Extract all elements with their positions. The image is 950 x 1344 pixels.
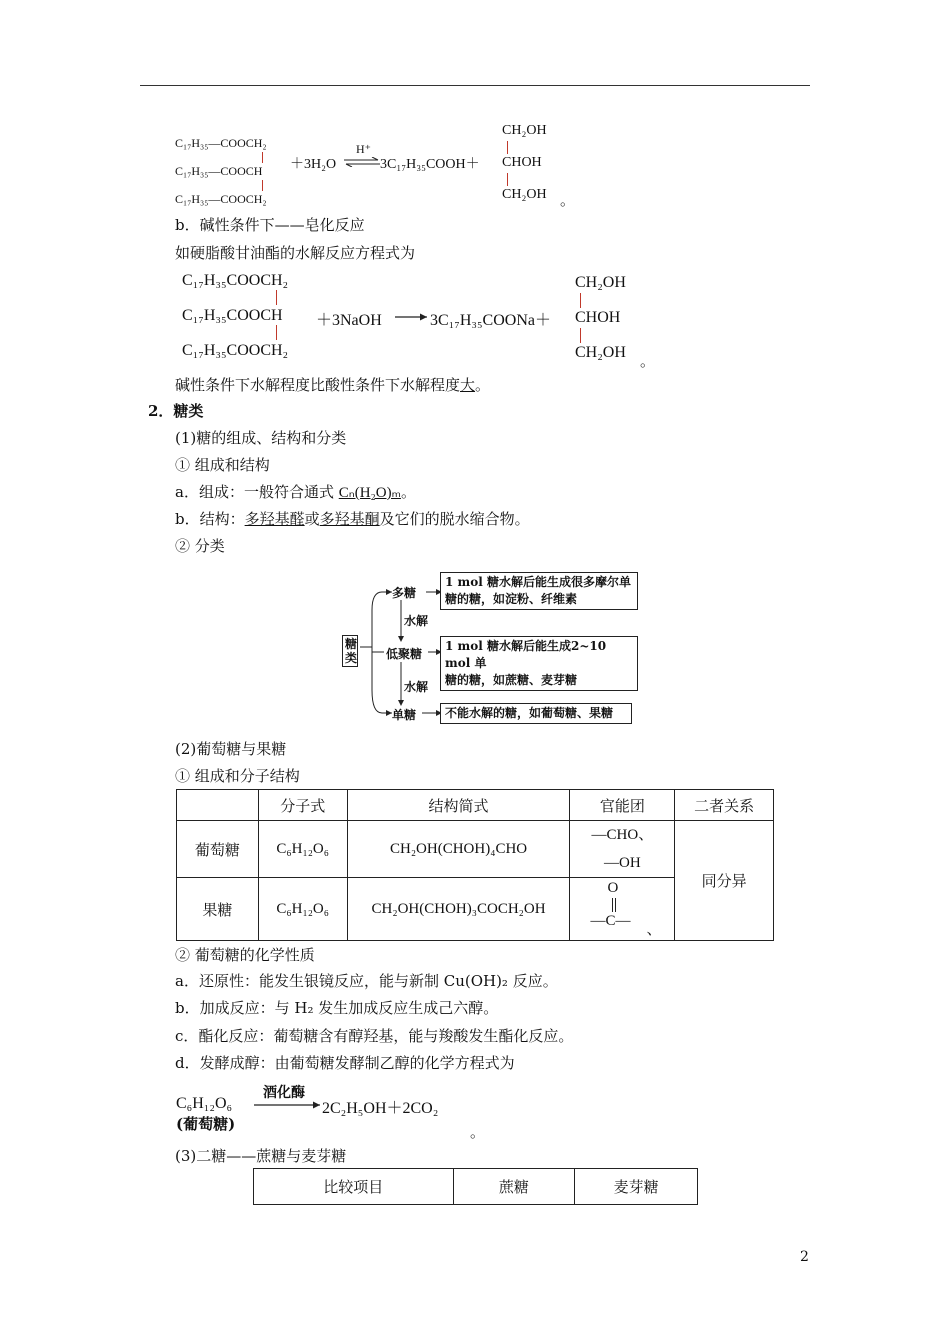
line-compare xyxy=(175,374,490,395)
glucose-name: 葡萄糖 xyxy=(177,821,259,878)
glucose-functional-groups xyxy=(570,821,675,878)
composition-text: a．组成：一般符合通式 xyxy=(175,483,334,501)
eq2-left-3: C₁₇H₃₅COOCH₂ xyxy=(182,342,289,359)
double-bond xyxy=(612,898,616,912)
structure-aldehyde: 多羟基醛 xyxy=(244,510,305,528)
heading-sugars: 2．糖类 xyxy=(148,402,204,420)
fructose-functional-groups xyxy=(570,878,675,941)
eq3-product: 2C₂H₅OH＋2CO₂ xyxy=(322,1100,439,1117)
circle-item-3: ① 组成和分子结构 xyxy=(175,767,300,785)
compare-text: 碱性条件下水解程度比酸性条件下水解程度 xyxy=(175,376,461,394)
eq1-right-3: CH₂OH xyxy=(502,187,547,202)
eq3-catalyst: 酒化酶 xyxy=(263,1085,305,1101)
diagram-oligo-desc xyxy=(440,636,638,691)
bond-line xyxy=(507,141,508,154)
eq1-right-2: CHOH xyxy=(502,155,542,170)
compare-period: 。 xyxy=(475,376,491,394)
table-row xyxy=(177,821,774,878)
property-b: b．加成反应：与 H₂ 发生加成反应生成己六醇。 xyxy=(175,999,499,1017)
header-cell: 结构简式 xyxy=(347,790,570,821)
header-cell: 官能团 xyxy=(570,790,675,821)
diagram-poly-desc xyxy=(440,572,638,610)
sub-heading-2: (2)葡萄糖与果糖 xyxy=(175,740,287,758)
diagram-mono-desc: 不能水解的糖，如葡萄糖、果糖 xyxy=(440,703,632,724)
circle-item-4: ② 葡萄糖的化学性质 xyxy=(175,946,315,964)
table-header-row xyxy=(254,1169,698,1205)
oligo-desc-line-1: 1 mol 糖水解后能生成2~10 mol 单 xyxy=(445,639,607,670)
glucose-formula: C₆H₁₂O₆ xyxy=(258,821,347,878)
property-d: d．发酵成醇：由葡萄糖发酵制乙醇的化学方程式为 xyxy=(175,1054,515,1072)
diagram-monosaccharide: 单糖 xyxy=(392,708,417,722)
bond-line xyxy=(276,325,277,340)
header-cell: 分子式 xyxy=(258,790,347,821)
bond-line xyxy=(580,328,581,343)
eq1-water: ＋3H₂O xyxy=(290,157,337,172)
property-c: c．酯化反应：葡萄糖含有醇羟基，能与羧酸发生酯化反应。 xyxy=(175,1027,574,1045)
composition-period: 。 xyxy=(400,483,416,501)
table-header-row xyxy=(177,790,774,821)
fg-tail: 、 xyxy=(646,922,662,938)
sub-heading-1: (1)糖的组成、结构和分类 xyxy=(175,429,347,447)
circle-item-2: ② 分类 xyxy=(175,537,225,555)
fg-hydroxyl: —OH xyxy=(604,855,641,871)
general-formula: Cₙ(H₂O)ₘ xyxy=(338,485,401,501)
diagram-root: 糖类 xyxy=(342,635,358,667)
header-rule xyxy=(140,85,810,86)
reaction-arrow-icon xyxy=(254,1100,322,1110)
eq1-right-1: CH₂OH xyxy=(502,123,547,138)
bond-line xyxy=(262,180,263,191)
bond-line xyxy=(262,152,263,163)
poly-desc-line-1: 1 mol 糖水解后能生成很多摩尔单 xyxy=(445,575,631,589)
structure-rest: 及它们的脱水缩合物。 xyxy=(379,510,530,528)
eq1-catalyst: H⁺ xyxy=(356,142,371,156)
header-cell: 二者关系 xyxy=(675,790,774,821)
eq3-reactant: C₆H₁₂O₆ xyxy=(176,1095,233,1112)
relation-cell: 同分异 xyxy=(675,821,774,941)
eq2-left-2: C₁₇H₃₅COOCH xyxy=(182,307,283,324)
header-cell xyxy=(177,790,259,821)
eq1-left-3: C₁₇H₃₅—COOCH₂ xyxy=(175,192,267,206)
compare-answer: 大 xyxy=(460,376,476,394)
eq2-right-1: CH₂OH xyxy=(575,274,626,291)
property-a: a．还原性：能发生银镜反应，能与新制 Cu(OH)₂ 反应。 xyxy=(175,972,558,990)
structure-ketone: 多羟基酮 xyxy=(319,510,380,528)
header-cell: 麦芽糖 xyxy=(575,1169,698,1205)
eq2-left-1: C₁₇H₃₅COOCH₂ xyxy=(182,272,289,289)
fructose-name: 果糖 xyxy=(177,878,259,941)
structure-label: b．结构： xyxy=(175,510,245,528)
eq2-product: 3C₁₇H₃₅COONa＋ xyxy=(430,312,551,329)
circle-item-1: ① 组成和结构 xyxy=(175,456,270,474)
structure-or: 或 xyxy=(304,510,320,528)
eq1-left-1: C₁₇H₃₅—COOCH₂ xyxy=(175,136,267,150)
header-cell: 比较项目 xyxy=(254,1169,454,1205)
poly-desc-line-2: 糖的糖，如淀粉、纤维素 xyxy=(445,592,578,606)
oligo-desc-line-2: 糖的糖，如蔗糖、麦芽糖 xyxy=(445,673,578,687)
eq3-period: 。 xyxy=(470,1123,486,1141)
diagram-polysaccharide: 多糖 xyxy=(392,586,417,600)
reversible-arrow-icon xyxy=(344,157,380,167)
glucose-fructose-table xyxy=(176,789,774,941)
bond-line xyxy=(580,293,581,308)
fructose-structure: CH₂OH(CHOH)₃COCH₂OH xyxy=(347,878,570,941)
eq2-period: 。 xyxy=(640,352,656,370)
header-cell: 蔗糖 xyxy=(453,1169,575,1205)
eq1-left-2: C₁₇H₃₅—COOCH xyxy=(175,164,263,178)
disaccharide-table xyxy=(253,1168,698,1205)
diagram-oligosaccharide: 低聚糖 xyxy=(386,647,423,661)
reaction-arrow-icon xyxy=(395,312,429,322)
line-structure xyxy=(175,508,530,529)
diagram-hydrolysis-2: 水解 xyxy=(404,680,429,694)
eq1-product: 3C₁₇H₃₅COOH＋ xyxy=(380,157,480,172)
fg-oxygen: O xyxy=(607,880,619,896)
glucose-structure: CH₂OH(CHOH)₄CHO xyxy=(347,821,570,878)
eq2-naoh: ＋3NaOH xyxy=(316,312,382,329)
eq3-label: (葡萄糖) xyxy=(176,1115,236,1133)
page-number: 2 xyxy=(800,1249,809,1265)
bond-line xyxy=(507,173,508,186)
line-alkaline: b．碱性条件下——皂化反应 xyxy=(175,216,365,234)
fg-carbonyl: —C— xyxy=(590,913,631,929)
fructose-formula: C₆H₁₂O₆ xyxy=(258,878,347,941)
line-composition xyxy=(175,481,416,502)
eq1-period: 。 xyxy=(560,191,576,209)
diagram-hydrolysis-1: 水解 xyxy=(404,614,429,628)
eq2-right-2: CHOH xyxy=(575,309,621,326)
bond-line xyxy=(276,290,277,305)
sub-heading-3: (3)二糖——蔗糖与麦芽糖 xyxy=(175,1147,347,1165)
eq2-right-3: CH₂OH xyxy=(575,344,626,361)
fg-aldehyde: —CHO、 xyxy=(591,827,654,843)
line-example: 如硬脂酸甘油酯的水解反应方程式为 xyxy=(175,244,416,262)
